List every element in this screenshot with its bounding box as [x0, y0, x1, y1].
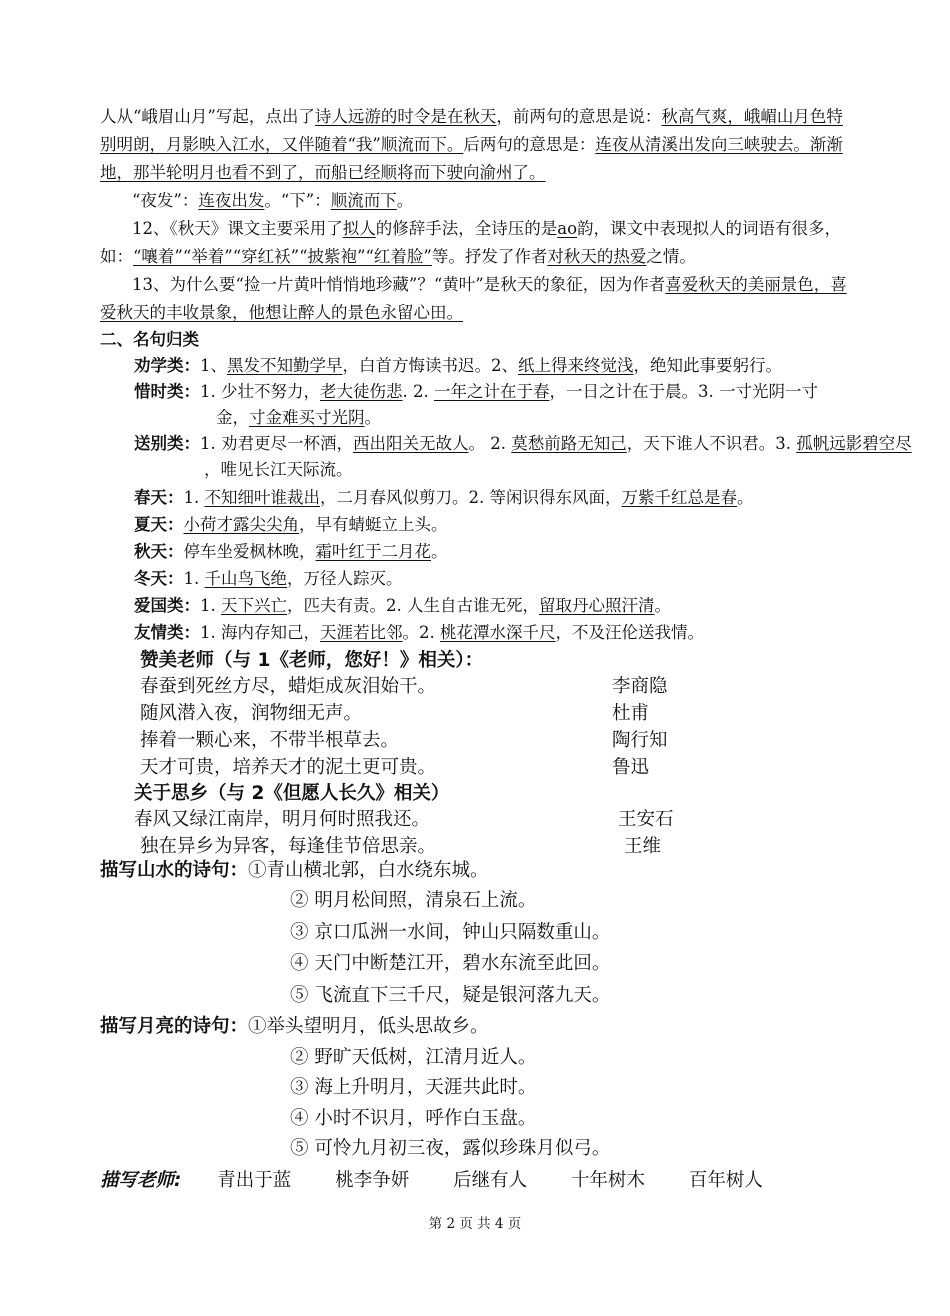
text: . 2. — [402, 382, 434, 401]
homesick-line-2: 独在异乡为异客，每逢佳节倍思亲。 — [140, 836, 437, 857]
text: 。 — [654, 596, 671, 615]
text: 1. 少壮不努力， — [200, 382, 320, 401]
category-label: 友情类： — [134, 623, 200, 642]
underlined-answer: 喜爱秋天的美丽景色，喜爱秋天的丰收景象，他想让醉人的景色永留心田。 — [100, 275, 847, 322]
moon-line-4: ④ 小时不识月，呼作白玉盘。 — [290, 1108, 537, 1129]
underlined-answer: 一年之计在于春 — [433, 382, 550, 401]
text: 之情。 — [646, 247, 696, 266]
category-friendship — [134, 619, 704, 643]
category-label: 爱国类： — [134, 596, 200, 615]
underlined-answer: ao — [557, 219, 578, 238]
paragraph-poem-explanation — [100, 103, 852, 187]
category-label: 夏天： — [134, 515, 184, 534]
text: ，前两句的意思是说： — [496, 107, 662, 126]
text: 。 — [396, 191, 414, 210]
moon-line-2: ② 野旷天低树，江清月近人。 — [290, 1047, 537, 1068]
text: 韵，课文中表现拟人的词语有很多，如： — [100, 219, 842, 266]
section-heading: 二、名句归类 — [100, 330, 199, 349]
teacher-line-2: 随风潜入夜，润物细无声。 — [140, 703, 363, 724]
homesick-heading: 关于思乡（与 2《但愿人长久》相关） — [134, 783, 450, 804]
text: ，不及汪伦送我情。 — [555, 623, 704, 642]
poem-line: ①青山横北郭，白水绕东城。 — [248, 860, 489, 881]
text: 1. — [200, 596, 221, 615]
teacher-author-4: 鲁迅 — [612, 757, 650, 778]
idiom: 青出于蓝 — [217, 1170, 292, 1191]
category-quanxue — [134, 352, 782, 376]
text: ，早有蜻蜓立上头。 — [299, 515, 448, 534]
underlined-answer: 天涯若比邻 — [320, 623, 403, 642]
underlined-answer: 千山鸟飞绝 — [204, 569, 287, 588]
underlined-answer: “嚷着”“举着”“穿红袄”“披紫袍”“红着脸” — [133, 247, 432, 266]
category-label: 秋天： — [134, 542, 184, 561]
text: 。2. — [402, 623, 440, 642]
teacher-heading: 赞美老师（与 1《老师，您好！》相关）： — [140, 650, 484, 671]
text: ，天下谁人不识君。3. — [626, 434, 797, 453]
text: 1. 海内存知己， — [200, 623, 320, 642]
category-songbie — [134, 430, 912, 454]
text: 。 — [364, 408, 381, 427]
underlined-answer: 天下兴亡 — [221, 596, 287, 615]
category-xishi-continued — [216, 404, 381, 428]
text: 12、《秋天》课文主要采用了 — [132, 219, 343, 238]
underlined-answer: 桃花潭水深千尺 — [440, 623, 556, 642]
teacher-author-2: 杜甫 — [612, 703, 650, 724]
underlined-answer: 连夜出发 — [198, 191, 265, 210]
paragraph-word-meaning — [100, 187, 852, 215]
idiom: 桃李争妍 — [335, 1170, 410, 1191]
teacher-line-3: 捧着一颗心来，不带半根草去。 — [140, 730, 400, 751]
paragraph-question-12 — [100, 215, 852, 271]
text: 人从“峨眉山月”写起，点出了 — [100, 107, 315, 126]
category-xishi — [134, 378, 818, 402]
underlined-answer: 孤帆远影碧空尽 — [796, 434, 912, 453]
mountain-line-2: ② 明月松间照，清泉石上流。 — [290, 890, 537, 911]
describe-teacher-row — [100, 1166, 763, 1192]
text: “夜发”： — [132, 191, 199, 210]
teacher-author-3: 陶行知 — [612, 730, 668, 751]
category-patriotism — [134, 592, 671, 616]
category-autumn — [134, 538, 448, 562]
category-label: 送别类： — [134, 434, 200, 453]
category-label: 春天： — [134, 488, 184, 507]
category-spring — [134, 484, 754, 508]
text: ，唯见长江天际流。 — [204, 460, 353, 479]
mountain-line-4: ④ 天门中断楚江开，碧水东流至此回。 — [290, 953, 611, 974]
poem-line: ①举头望明月，低头思故乡。 — [248, 1016, 489, 1037]
text: 。“下”： — [264, 191, 331, 210]
homesick-line-1: 春风又绿江南岸，明月何时照我还。 — [134, 809, 431, 830]
text: ，一日之计在于晨。3. 一寸光阴一寸 — [549, 382, 818, 401]
underlined-answer: 顺流而下 — [330, 191, 397, 210]
text: 13、为什么要“捡一片黄叶悄悄地珍藏”？“黄叶”是秋天的象征，因为作者 — [132, 275, 666, 294]
text: 1. — [183, 569, 205, 588]
teacher-author-1: 李商隐 — [612, 676, 668, 697]
underlined-answer: 黑发不知勤学早 — [227, 356, 343, 375]
underlined-answer: 小荷才露尖尖角 — [183, 515, 299, 534]
underlined-answer: 诗人远游的时令是在秋天 — [314, 107, 497, 126]
text: 1. 劝君更尽一杯酒， — [200, 434, 353, 453]
mountain-line-5: ⑤ 飞流直下三千尺，疑是银河落九天。 — [290, 985, 611, 1006]
category-label: 惜时类： — [134, 382, 200, 401]
underlined-answer: 不知细叶谁裁出 — [204, 488, 320, 507]
category-label: 劝学类： — [134, 356, 200, 375]
underlined-answer: 秋高气爽，峨嵋山月色特别明朗，月影映入江水，又伴随着“我”顺流而下。 — [100, 107, 843, 154]
text: ，绝知此事要躬行。 — [633, 356, 782, 375]
idiom: 后继有人 — [453, 1170, 528, 1191]
category-winter — [134, 565, 403, 589]
text: 1、 — [200, 356, 227, 375]
underlined-answer: 万紫千红总是春 — [621, 488, 737, 507]
homesick-author-2: 王维 — [624, 836, 662, 857]
category-label: 描写老师: — [100, 1170, 182, 1191]
category-label: 描写山水的诗句： — [100, 860, 249, 881]
mountain-line-3: ③ 京口瓜洲一水间，钟山只隔数重山。 — [290, 922, 611, 943]
text: 。 — [737, 488, 754, 507]
text: 金， — [216, 408, 249, 427]
paragraph-question-13 — [100, 271, 852, 327]
moon-line-3: ③ 海上升明月，天涯共此时。 — [290, 1077, 537, 1098]
category-songbie-continued — [204, 456, 353, 480]
homesick-author-1: 王安石 — [618, 809, 674, 830]
teacher-line-4: 天才可贵，培养天才的泥土更可贵。 — [140, 757, 437, 778]
idiom: 百年树人 — [688, 1170, 763, 1191]
category-label: 描写月亮的诗句： — [100, 1016, 249, 1037]
text: 1. — [183, 488, 205, 507]
text: ，二月春风似剪刀。2. 等闲识得东风面， — [320, 488, 622, 507]
underlined-answer: 莫愁前路无知己 — [511, 434, 627, 453]
text: ，匹夫有责。2. 人生自古谁无死， — [287, 596, 539, 615]
underlined-answer: 对秋天的热爱 — [547, 247, 647, 266]
text: 停车坐爱枫林晚， — [183, 542, 316, 561]
underlined-answer: 西出阳关无故人 — [353, 434, 469, 453]
text: 的修辞手法，全诗压的是 — [375, 219, 558, 238]
page-footer: 第 2 页 共 4 页 — [428, 1216, 522, 1232]
text: 等。抒发了作者 — [431, 247, 548, 266]
text: 。 2. — [468, 434, 512, 453]
underlined-answer: 留取丹心照汗清 — [539, 596, 655, 615]
moon-line-1 — [100, 1012, 489, 1038]
text: ，万径人踪灭。 — [287, 569, 403, 588]
text: 后两句的意思是： — [463, 135, 596, 154]
underlined-answer: 拟人 — [342, 219, 376, 238]
teacher-line-1: 春蚕到死丝方尽，蜡炬成灰泪始干。 — [140, 676, 437, 697]
underlined-answer: 寸金难买寸光阴 — [249, 408, 365, 427]
idiom: 十年树木 — [571, 1170, 646, 1191]
category-label: 冬天： — [134, 569, 184, 588]
underlined-answer: 纸上得来终觉浅 — [518, 356, 634, 375]
moon-line-5: ⑤ 可怜九月初三夜，露似珍珠月似弓。 — [290, 1138, 611, 1159]
category-summer — [134, 511, 448, 535]
text: 。 — [431, 542, 448, 561]
underlined-answer: 霜叶红于二月花 — [315, 542, 431, 561]
underlined-answer: 连夜从清溪出发向三峡驶去。渐渐地，那半轮明月也看不到了，而船已经顺将而下驶向渝州了。 — [100, 135, 843, 182]
text: ，白首方悔读书迟。2、 — [342, 356, 518, 375]
underlined-answer: 老大徒伤悲 — [320, 382, 403, 401]
mountain-line-1 — [100, 856, 489, 882]
